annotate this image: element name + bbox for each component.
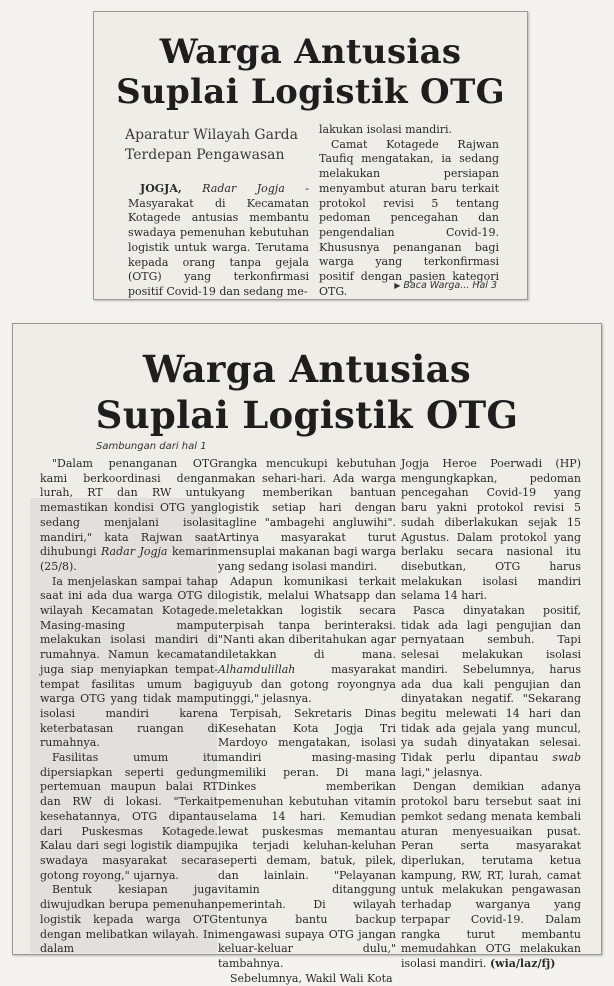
continued-from-label: Sambungan dari hal 1	[96, 441, 207, 452]
paragraph	[218, 575, 396, 707]
arrow-right-icon: ▶	[394, 281, 401, 290]
continued-label: Baca Warga... Hal 3	[403, 280, 497, 291]
text: lagi," jelasnya.	[401, 765, 483, 779]
text: Pasca dinyatakan positif, tidak ada lagi pengujian dan pernyataan sembuh. Tapi selesai melakukan isolasi mandiri. Sebelumnya, harus ada dua kali pengujian dan dinyatakan negatif. "Sekarang begitu melewati 14 hari dan tidak ada gejala yang muncul, ya sudah dinyatakan selesai. Tidak perlu dipantau	[401, 604, 581, 765]
paragraph: Sebelumnya, Wakil Wali Kota	[230, 971, 393, 985]
paragraph	[40, 457, 218, 575]
italic-text: swab	[552, 751, 581, 765]
article-column-b	[218, 457, 396, 986]
article-column-c	[401, 457, 581, 972]
article-column-1	[128, 182, 309, 300]
article-column-a	[40, 457, 218, 957]
paragraph	[401, 604, 581, 780]
paragraph: Camat Kotagede Rajwan Taufiq mengatakan, ia sedang melakukan persiapan menyambut aturan baru terkait protokol revisi 5 tentang pedoman pencegahan dan pengendalian Covid-19. Khususnya penanganan bagi warga yang terkonfirmasi positif dengan pasien kategori OTG.	[319, 137, 499, 298]
headline	[13, 346, 601, 438]
continued-reference	[394, 280, 497, 291]
dateline-paper: Radar Jogja	[202, 182, 285, 195]
italic-text: Alhamdulillah	[218, 662, 296, 676]
text: masyarakat guyub dan gotong royongnya tinggi," jelasnya.	[218, 662, 396, 706]
front-page-clipping	[93, 11, 528, 300]
article-column-2	[319, 123, 499, 299]
headline	[94, 32, 527, 112]
headline-line-1: Warga Antusias	[142, 347, 472, 391]
dateline-place: JOGJA,	[140, 182, 182, 195]
paragraph: Ia menjelaskan sampai tahap saat ini ada dua warga OTG di wilayah Kecamatan Kotagede. Masing-masing mampu melakukan isolasi mandiri di rumahnya. Namun kecamatan juga siap menyiapkan tempat-tempat fasilitas umum bagi warga OTG yang tidak mampu isolasi mandiri karena keterbatasan ruangan di rumahnya.	[40, 574, 218, 750]
text: Dengan demikian adanya protokol baru tersebut saat ini pemkot sedang menata kembali aturan menyesuaikan pusat. Peran serta masyarakat diperlukan, terutama ketua kampung, RW, RT, lurah, camat untuk melakukan pengawasan terhadap warganya yang terpapar Covid-19. Dalam rangka turut membantu memudahkan OTG melakukan isolasi mandiri.	[401, 780, 581, 970]
paragraph	[401, 780, 581, 971]
italic-text: Radar Jogja	[101, 545, 168, 559]
paragraph: Jogja Heroe Poerwadi (HP) mengungkapkan, pedoman pencegahan Covid-19 yang baru yakni protokol revisi 5 sudah diberlakukan sejak 15 Agustus. Dalam protokol yang berlaku secara nasional itu disebutkan, OTG harus melakukan isolasi mandiri selama 14 hari.	[401, 457, 581, 603]
text: Adapun komunikasi terkait logistik, melalui Whatsapp dan meletakkan logistik secara terpisah tanpa berinteraksi. "Nanti akan diberitahukan agar diletakkan di mana.	[218, 574, 396, 662]
paragraph: Terpisah, Sekretaris Dinas Kesehatan Kota Jogja Tri Mardoyo mengatakan, isolasi mandiri masing-masing memiliki peran. Di mana Dinkes memberikan pemenuhan kebutuhan vitamin selama 14 hari. Kemudian lewat puskesmas memantau jika terjadi keluhan-keluhan seperti demam, batuk, pilek, dan lainlain. "Pelayanan vitamin ditanggung pemerintah. Di wilayah tentunya bantu backup mengawasi supaya OTG jangan keluar-keluar dulu," tambahnya.	[218, 706, 396, 970]
headline-line-2: Suplai Logistik OTG	[116, 72, 505, 112]
text: "Dalam penanganan OTG kami berkoordinasi dengan lurah, RT dan RW untuk memastikan kondisi OTG yang sedang menjalani isolasi mandiri," kata Rajwan saat dihubungi	[40, 457, 218, 559]
text: kemarin (25/8).	[40, 545, 218, 573]
continuation-clipping	[12, 323, 602, 985]
subheadline: Aparatur Wilayah Garda Terdepan Pengawasan	[125, 127, 298, 163]
headline-line-1: Warga Antusias	[159, 32, 462, 72]
author-signature: (wia/laz/fj)	[489, 956, 556, 970]
paragraph: Fasilitas umum itu dipersiapkan seperti gedung pertemuan maupun balai RT dan RW di lokasi. "Terkait kesehatannya, OTG dipantau dari Puskesmas Kotagede. Kalau dari segi logistik diampu swadaya masyarakat secara gotong royong," ujarnya.	[40, 751, 218, 882]
lead-paragraph	[128, 182, 309, 300]
lead-text: - Masyarakat di Kecamatan Kotagede antusias membantu swadaya pemenuhan kebutuhan logistik untuk warga. Terutama kepada orang tanpa gejala (OTG) yang terkonfirmasi positif Covid-19 dan sedang me-	[128, 182, 310, 298]
paragraph: lakukan isolasi mandiri.	[319, 123, 453, 136]
headline-line-2: Suplai Logistik OTG	[95, 393, 519, 437]
paragraph: rangka mencukupi kebutuhan makan sehari-hari. Ada warga yang memberikan bantuan logistik setiap hari dengan tagline "ambagehi angluwihi". Artinya masyarakat turut mensuplai makanan bagi warga yang sedang isolasi mandiri.	[218, 457, 396, 573]
paragraph: Bentuk kesiapan juga diwujudkan berupa pemenuhan logistik kepada warga OTG dengan melibatkan wilayah. Ini dalam	[40, 883, 218, 956]
